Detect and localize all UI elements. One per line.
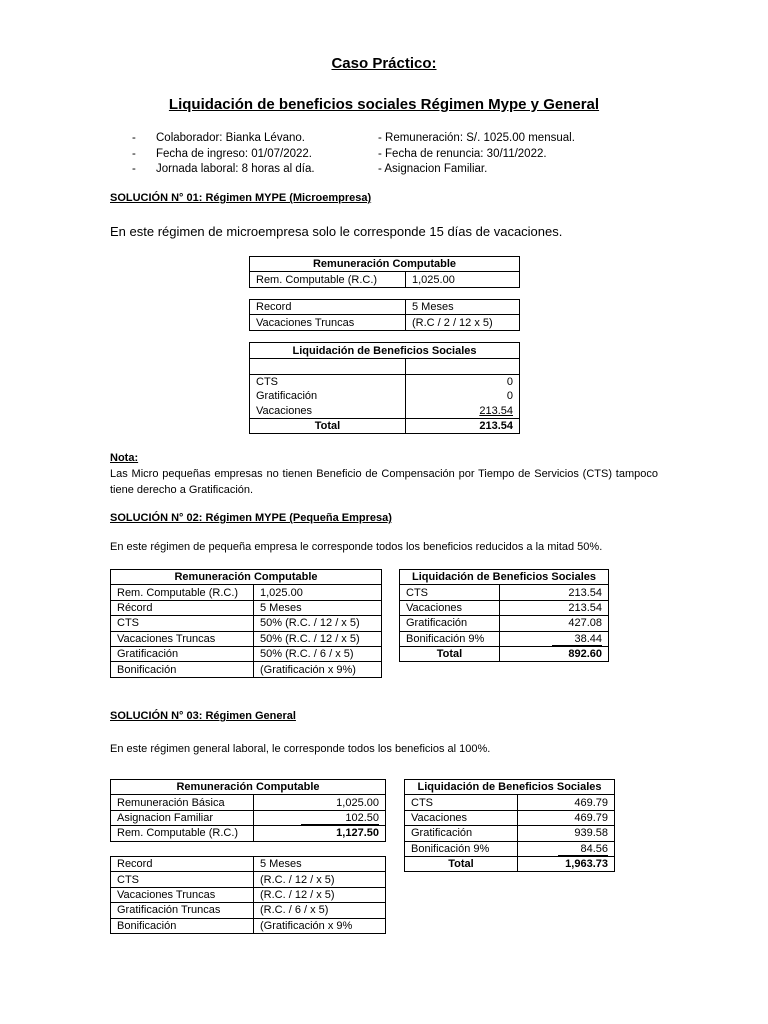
cell: 213.54	[500, 600, 609, 615]
cell: Récord	[111, 600, 254, 615]
s3-liquidation-table	[404, 779, 615, 872]
cell: Bonificación 9%	[400, 631, 500, 646]
cell: Gratificación	[400, 616, 500, 631]
s1-liquidation-table	[249, 342, 520, 434]
bullet-dash: -	[132, 132, 136, 144]
cell: 5 Meses	[254, 857, 386, 872]
s1-rc-table	[249, 256, 520, 288]
cell: CTS	[400, 585, 500, 600]
cell: Vacaciones	[250, 404, 406, 419]
section-1-intro: En este régimen de microempresa solo le corresponde 15 días de vacaciones.	[110, 224, 563, 239]
bullet-dash: -	[132, 163, 136, 175]
s3-formula-table	[110, 856, 386, 934]
cell: 892.60	[500, 646, 609, 661]
cell: (R.C. / 6 / x 5)	[254, 903, 386, 918]
info-right: - Fecha de renuncia: 30/11/2022.	[378, 147, 547, 160]
document-subtitle: Liquidación de beneficios sociales Régimen Mype y General	[168, 96, 600, 113]
cell: 1,963.73	[518, 856, 615, 871]
cell: CTS	[111, 616, 254, 631]
cell: 5 Meses	[406, 300, 520, 315]
s2-rc-table	[110, 569, 382, 678]
cell: Total	[405, 856, 518, 871]
cell: (R.C / 2 / 12 x 5)	[406, 315, 520, 330]
bullet-dash: -	[132, 147, 136, 160]
cell	[250, 359, 406, 374]
cell: Vacaciones	[405, 810, 518, 825]
cell: 939.58	[518, 826, 615, 841]
info-row	[132, 162, 652, 178]
cell: 1,025.00	[254, 795, 386, 810]
cell: Remuneración Básica	[111, 795, 254, 810]
cell: 427.08	[500, 616, 609, 631]
section-3-heading: SOLUCIÓN N° 03: Régimen General	[110, 710, 296, 722]
cell: 213.54	[406, 418, 520, 433]
table-header: Liquidación de Beneficios Sociales	[405, 780, 615, 795]
value: 213.54	[479, 404, 513, 417]
cell: Vacaciones	[400, 600, 500, 615]
cell: Gratificación	[250, 389, 406, 403]
cell: Bonificación 9%	[405, 841, 518, 856]
cell: Vacaciones Truncas	[111, 887, 254, 902]
cell: CTS	[111, 872, 254, 887]
cell: (R.C. / 12 / x 5)	[254, 872, 386, 887]
cell: 469.79	[518, 795, 615, 810]
cell: (R.C. / 12 / x 5)	[254, 887, 386, 902]
cell: 1,025.00	[254, 585, 382, 600]
cell: 0	[406, 389, 520, 403]
section-2-heading: SOLUCIÓN N° 02: Régimen MYPE (Pequeña Empresa)	[110, 512, 392, 524]
s1-record-table	[249, 299, 520, 331]
table-header: Liquidación de Beneficios Sociales	[250, 343, 520, 359]
cell: Record	[111, 857, 254, 872]
value: 84.56	[558, 843, 608, 856]
cell: Total	[400, 646, 500, 661]
info-list	[132, 131, 652, 178]
cell: Gratificación Truncas	[111, 903, 254, 918]
info-row	[132, 147, 652, 163]
s2-liquidation-table	[399, 569, 609, 662]
section-1-heading: SOLUCIÓN N° 01: Régimen MYPE (Microempresa)	[110, 192, 372, 204]
table-header: Remuneración Computable	[250, 257, 520, 272]
cell: Rem. Computable (R.C.)	[250, 272, 406, 287]
cell: 5 Meses	[254, 600, 382, 615]
cell	[406, 359, 520, 374]
info-left: Fecha de ingreso: 01/07/2022.	[156, 147, 313, 160]
section-2-intro: En este régimen de pequeña empresa le corresponde todos los beneficios reducidos a la mitad 50%.	[110, 541, 603, 553]
info-left: Colaborador: Bianka Lévano.	[156, 132, 305, 144]
note-block	[110, 450, 658, 498]
cell: Rem. Computable (R.C.)	[111, 826, 254, 841]
cell: 50% (R.C. / 6 / x 5)	[254, 646, 382, 661]
cell: Vacaciones Truncas	[111, 631, 254, 646]
note-label: Nota:	[110, 452, 139, 464]
cell: (Gratificación x 9%)	[254, 662, 382, 677]
note-text: Las Micro pequeñas empresas no tienen Beneficio de Compensación por Tiempo de Servicios (CTS) tampoco tiene derecho a Gratificación.	[110, 468, 658, 496]
cell: CTS	[250, 374, 406, 389]
cell: 469.79	[518, 810, 615, 825]
document-title: Caso Práctico:	[331, 55, 437, 72]
cell: CTS	[405, 795, 518, 810]
cell: 50% (R.C. / 12 / x 5)	[254, 631, 382, 646]
cell	[518, 841, 615, 856]
info-left: Jornada laboral: 8 horas al día.	[156, 163, 315, 175]
cell: Record	[250, 300, 406, 315]
table-header: Remuneración Computable	[111, 780, 386, 795]
cell: Vacaciones Truncas	[250, 315, 406, 330]
cell: Bonificación	[111, 662, 254, 677]
cell	[500, 631, 609, 646]
s3-rc-table	[110, 779, 386, 842]
value: 102.50	[301, 812, 379, 825]
cell: 0	[406, 374, 520, 389]
info-right: - Remuneración: S/. 1025.00 mensual.	[378, 132, 575, 144]
info-row	[132, 131, 652, 147]
cell: 50% (R.C. / 12 / x 5)	[254, 616, 382, 631]
cell: Total	[250, 418, 406, 433]
cell: 213.54	[500, 585, 609, 600]
cell	[254, 810, 386, 825]
cell: 1,127.50	[254, 826, 386, 841]
cell: Rem. Computable (R.C.)	[111, 585, 254, 600]
info-right: - Asignacion Familiar.	[378, 163, 488, 175]
section-3-intro: En este régimen general laboral, le corresponde todos los beneficios al 100%.	[110, 743, 491, 755]
cell: Bonificación	[111, 918, 254, 933]
table-header: Liquidación de Beneficios Sociales	[400, 570, 609, 585]
cell: Gratificación	[405, 826, 518, 841]
cell: Gratificación	[111, 646, 254, 661]
table-header: Remuneración Computable	[111, 570, 382, 585]
cell	[406, 404, 520, 419]
cell: (Gratificación x 9%	[254, 918, 386, 933]
value: 38.44	[552, 633, 602, 646]
cell: Asignacion Familiar	[111, 810, 254, 825]
cell: 1,025.00	[406, 272, 520, 287]
